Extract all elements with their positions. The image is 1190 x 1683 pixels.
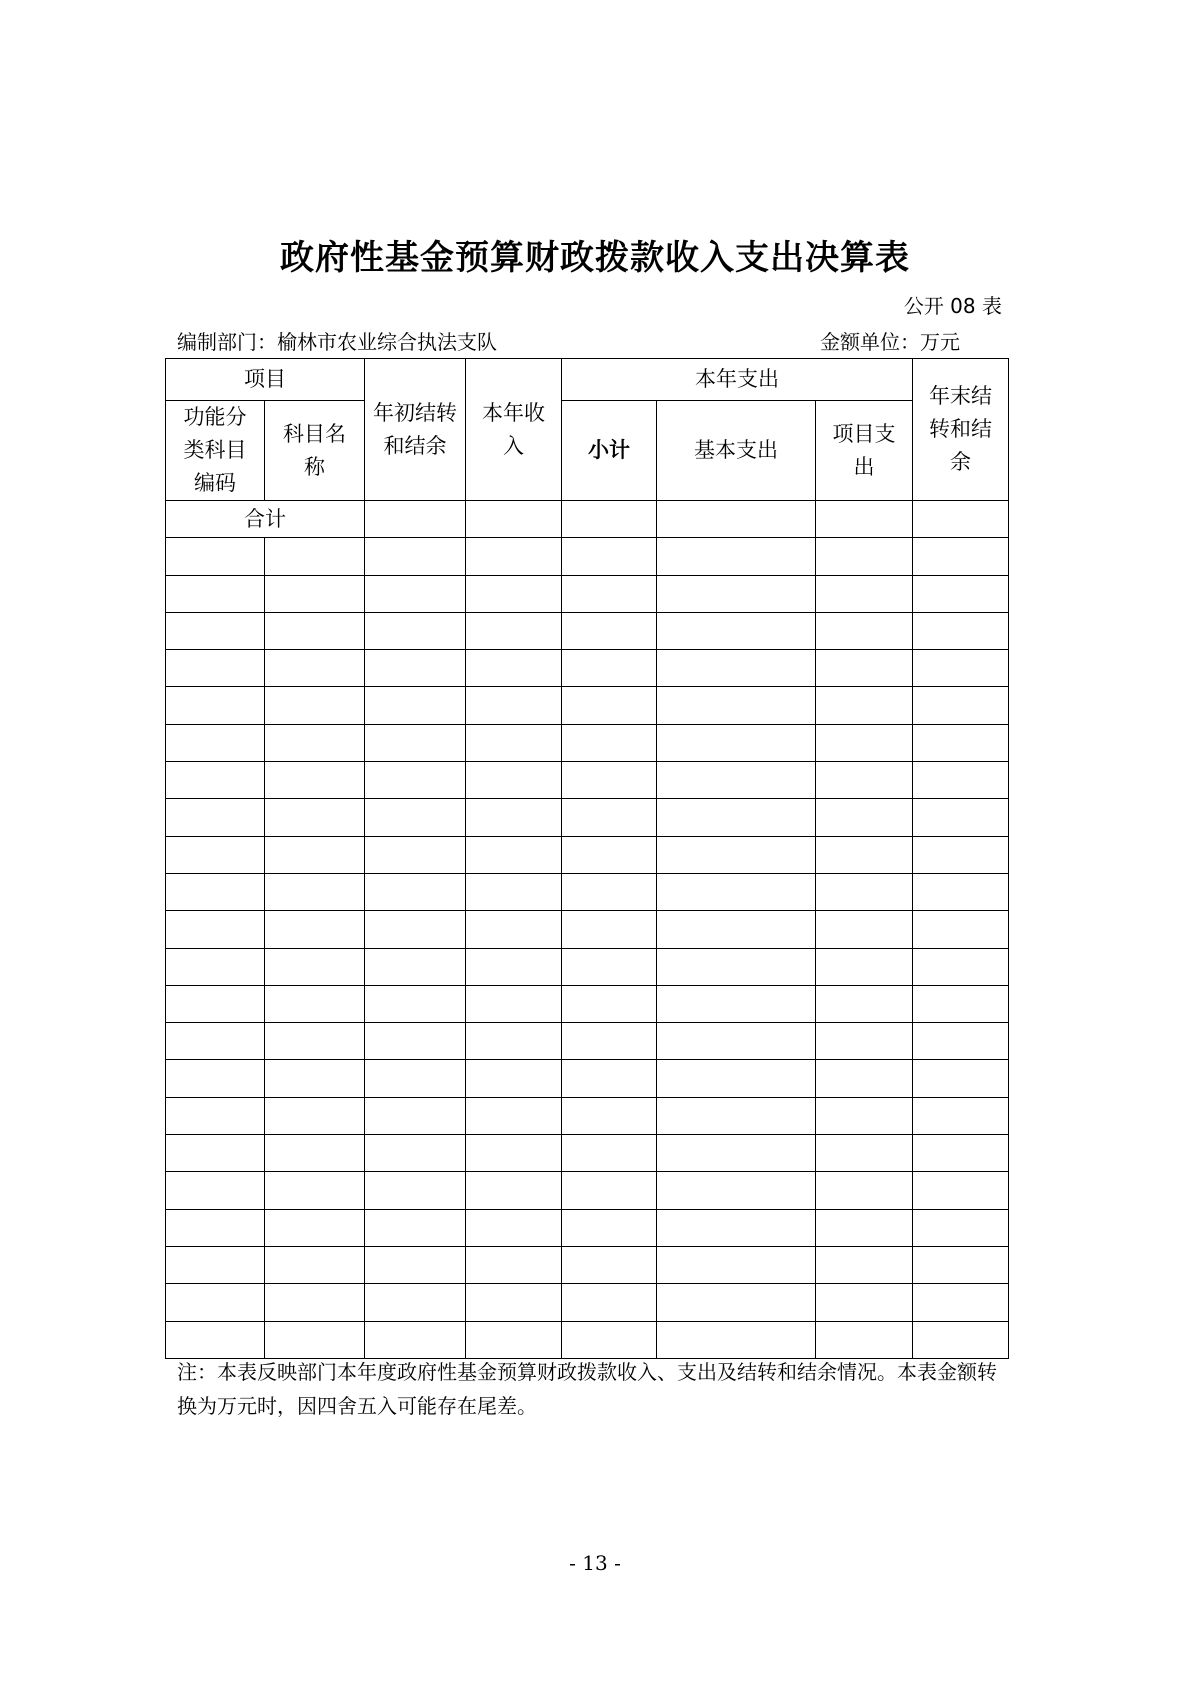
table-cell bbox=[166, 1284, 265, 1321]
table-cell bbox=[913, 911, 1009, 948]
table-cell bbox=[913, 1246, 1009, 1283]
table-cell bbox=[166, 1321, 265, 1358]
table-cell bbox=[265, 948, 365, 985]
table-row bbox=[166, 575, 1009, 612]
table-cell bbox=[816, 724, 913, 761]
table-cell bbox=[365, 1060, 466, 1097]
table-cell bbox=[466, 1060, 562, 1097]
table-cell bbox=[816, 650, 913, 687]
header-project: 项目支出 bbox=[816, 401, 913, 501]
table-cell bbox=[466, 1321, 562, 1358]
table-cell bbox=[166, 985, 265, 1022]
table-cell bbox=[466, 1246, 562, 1283]
table-cell bbox=[562, 911, 657, 948]
table-cell bbox=[913, 985, 1009, 1022]
table-cell bbox=[466, 836, 562, 873]
total-cell bbox=[466, 501, 562, 538]
table-cell bbox=[562, 1321, 657, 1358]
table-cell bbox=[466, 724, 562, 761]
table-cell bbox=[816, 1172, 913, 1209]
table-cell bbox=[265, 799, 365, 836]
table-cell bbox=[365, 1321, 466, 1358]
table-cell bbox=[562, 1097, 657, 1134]
table-cell bbox=[265, 985, 365, 1022]
table-cell bbox=[265, 836, 365, 873]
footnote: 注：本表反映部门本年度政府性基金预算财政拨款收入、支出及结转和结余情况。本表金额转换为万元时，因四舍五入可能存在尾差。 bbox=[177, 1360, 997, 1418]
table-cell bbox=[265, 650, 365, 687]
table-cell bbox=[562, 1023, 657, 1060]
total-cell bbox=[365, 501, 466, 538]
table-cell bbox=[166, 575, 265, 612]
table-cell bbox=[816, 873, 913, 910]
table-cell bbox=[265, 1246, 365, 1283]
table-cell bbox=[657, 575, 816, 612]
table-cell bbox=[365, 575, 466, 612]
table-cell bbox=[657, 1023, 816, 1060]
table-cell bbox=[466, 1023, 562, 1060]
table-cell bbox=[466, 762, 562, 799]
table-cell bbox=[166, 762, 265, 799]
header-basic: 基本支出 bbox=[657, 401, 816, 501]
table-cell bbox=[562, 1284, 657, 1321]
table-cell bbox=[365, 799, 466, 836]
table-cell bbox=[562, 799, 657, 836]
table-cell bbox=[466, 1284, 562, 1321]
header-expense: 本年支出 bbox=[562, 359, 913, 401]
table-cell bbox=[365, 650, 466, 687]
table-cell bbox=[657, 985, 816, 1022]
table-cell bbox=[657, 948, 816, 985]
table-cell bbox=[466, 911, 562, 948]
table-cell bbox=[657, 650, 816, 687]
table-cell bbox=[657, 836, 816, 873]
table-cell bbox=[365, 1284, 466, 1321]
table-cell bbox=[466, 873, 562, 910]
table-cell bbox=[913, 836, 1009, 873]
form-number: 公开 08 表 bbox=[903, 294, 1002, 318]
table-cell bbox=[816, 687, 913, 724]
table-cell bbox=[365, 948, 466, 985]
table-cell bbox=[166, 687, 265, 724]
table-cell bbox=[913, 1060, 1009, 1097]
table-cell bbox=[816, 1023, 913, 1060]
table-cell bbox=[562, 948, 657, 985]
table-cell bbox=[816, 1209, 913, 1246]
table-cell bbox=[913, 687, 1009, 724]
table-cell bbox=[816, 1135, 913, 1172]
table-cell bbox=[657, 1135, 816, 1172]
table-cell bbox=[265, 612, 365, 649]
table-cell bbox=[657, 762, 816, 799]
table-cell bbox=[562, 538, 657, 575]
table-cell bbox=[657, 612, 816, 649]
table-cell bbox=[562, 1060, 657, 1097]
table-cell bbox=[816, 948, 913, 985]
table-cell bbox=[466, 612, 562, 649]
table-cell bbox=[466, 1097, 562, 1134]
table-cell bbox=[166, 612, 265, 649]
table-cell bbox=[365, 985, 466, 1022]
table-cell bbox=[913, 1097, 1009, 1134]
table-cell bbox=[365, 1023, 466, 1060]
table-cell bbox=[265, 911, 365, 948]
table-cell bbox=[816, 1097, 913, 1134]
table-cell bbox=[657, 1284, 816, 1321]
total-label: 合计 bbox=[166, 501, 365, 538]
header-income: 本年收入 bbox=[466, 359, 562, 501]
table-cell bbox=[166, 911, 265, 948]
table-cell bbox=[466, 985, 562, 1022]
table-cell bbox=[562, 650, 657, 687]
table-row bbox=[166, 762, 1009, 799]
table-cell bbox=[166, 1060, 265, 1097]
table-cell bbox=[657, 1060, 816, 1097]
table-row bbox=[166, 687, 1009, 724]
table-cell bbox=[816, 1246, 913, 1283]
table-cell bbox=[365, 724, 466, 761]
table-cell bbox=[265, 1097, 365, 1134]
table-cell bbox=[657, 1246, 816, 1283]
table-cell bbox=[365, 836, 466, 873]
table-cell bbox=[657, 873, 816, 910]
header-name: 科目名称 bbox=[265, 401, 365, 501]
table-cell bbox=[562, 724, 657, 761]
table-cell bbox=[657, 1321, 816, 1358]
table-row bbox=[166, 799, 1009, 836]
table-cell bbox=[365, 612, 466, 649]
table-cell bbox=[166, 873, 265, 910]
table-cell bbox=[657, 1209, 816, 1246]
table-cell bbox=[562, 762, 657, 799]
table-cell bbox=[913, 612, 1009, 649]
table-cell bbox=[816, 1060, 913, 1097]
table-cell bbox=[166, 1246, 265, 1283]
table-cell bbox=[562, 985, 657, 1022]
table-cell bbox=[466, 948, 562, 985]
page-title: 政府性基金预算财政拨款收入支出决算表 bbox=[280, 238, 910, 278]
table-row bbox=[166, 1209, 1009, 1246]
table-row bbox=[166, 948, 1009, 985]
table-cell bbox=[562, 575, 657, 612]
table-cell bbox=[816, 911, 913, 948]
table-cell bbox=[816, 538, 913, 575]
department-label: 编制部门：榆林市农业综合执法支队 bbox=[177, 330, 497, 354]
table-row bbox=[166, 538, 1009, 575]
table-cell bbox=[562, 1172, 657, 1209]
table-cell bbox=[657, 1172, 816, 1209]
table-cell bbox=[265, 762, 365, 799]
table-cell bbox=[466, 650, 562, 687]
table-cell bbox=[166, 836, 265, 873]
table-row bbox=[166, 873, 1009, 910]
table-cell bbox=[913, 1209, 1009, 1246]
header-code: 功能分类科目编码 bbox=[166, 401, 265, 501]
table-cell bbox=[466, 1209, 562, 1246]
table-cell bbox=[913, 799, 1009, 836]
table-row bbox=[166, 1246, 1009, 1283]
table-cell bbox=[265, 1321, 365, 1358]
table-cell bbox=[166, 1209, 265, 1246]
table-cell bbox=[657, 799, 816, 836]
table-row bbox=[166, 724, 1009, 761]
table-cell bbox=[466, 799, 562, 836]
table-cell bbox=[365, 1209, 466, 1246]
table-cell bbox=[365, 1172, 466, 1209]
table-cell bbox=[913, 1284, 1009, 1321]
table-row bbox=[166, 836, 1009, 873]
total-cell bbox=[913, 501, 1009, 538]
table-cell bbox=[466, 1135, 562, 1172]
table-cell bbox=[913, 762, 1009, 799]
table-cell bbox=[657, 911, 816, 948]
table-cell bbox=[365, 762, 466, 799]
table-cell bbox=[816, 612, 913, 649]
table-row bbox=[166, 1135, 1009, 1172]
table-row bbox=[166, 1023, 1009, 1060]
table-cell bbox=[265, 538, 365, 575]
table-cell bbox=[365, 911, 466, 948]
total-cell bbox=[816, 501, 913, 538]
table-cell bbox=[562, 1246, 657, 1283]
table-cell bbox=[265, 1209, 365, 1246]
table-cell bbox=[365, 1135, 466, 1172]
table-cell bbox=[265, 873, 365, 910]
header-subtotal: 小计 bbox=[562, 401, 657, 501]
table-cell bbox=[265, 1172, 365, 1209]
table-row bbox=[166, 1172, 1009, 1209]
table-cell bbox=[166, 538, 265, 575]
table-cell bbox=[562, 873, 657, 910]
table-cell bbox=[166, 1023, 265, 1060]
table-cell bbox=[466, 575, 562, 612]
table-cell bbox=[562, 1209, 657, 1246]
table-cell bbox=[913, 873, 1009, 910]
table-cell bbox=[166, 650, 265, 687]
table-cell bbox=[562, 1135, 657, 1172]
table-cell bbox=[562, 687, 657, 724]
table-row bbox=[166, 612, 1009, 649]
table-cell bbox=[913, 724, 1009, 761]
table-cell bbox=[166, 1135, 265, 1172]
table-cell bbox=[265, 1135, 365, 1172]
table-cell bbox=[816, 762, 913, 799]
table-cell bbox=[816, 799, 913, 836]
table-cell bbox=[365, 1246, 466, 1283]
table-cell bbox=[562, 836, 657, 873]
table-cell bbox=[657, 687, 816, 724]
header-end-balance: 年末结转和结余 bbox=[913, 359, 1009, 501]
table-cell bbox=[365, 538, 466, 575]
header-item: 项目 bbox=[166, 359, 365, 401]
table-cell bbox=[265, 575, 365, 612]
table-cell bbox=[166, 799, 265, 836]
table-row bbox=[166, 1284, 1009, 1321]
table-row bbox=[166, 650, 1009, 687]
table-cell bbox=[913, 1023, 1009, 1060]
table-cell bbox=[365, 687, 466, 724]
table-cell bbox=[657, 724, 816, 761]
table-cell bbox=[816, 836, 913, 873]
budget-table bbox=[165, 358, 1009, 1359]
table-cell bbox=[913, 538, 1009, 575]
table-cell bbox=[265, 724, 365, 761]
table-cell bbox=[913, 650, 1009, 687]
total-cell bbox=[657, 501, 816, 538]
table-cell bbox=[816, 575, 913, 612]
table-cell bbox=[166, 1172, 265, 1209]
table-cell bbox=[365, 873, 466, 910]
table-cell bbox=[466, 687, 562, 724]
table-cell bbox=[466, 1172, 562, 1209]
table-row bbox=[166, 1060, 1009, 1097]
table-row bbox=[166, 911, 1009, 948]
table-cell bbox=[816, 985, 913, 1022]
table-cell bbox=[265, 1023, 365, 1060]
table-cell bbox=[913, 1321, 1009, 1358]
table-cell bbox=[265, 687, 365, 724]
table-cell bbox=[816, 1284, 913, 1321]
total-cell bbox=[562, 501, 657, 538]
table-cell bbox=[562, 612, 657, 649]
unit-label: 金额单位：万元 bbox=[820, 330, 960, 354]
table-cell bbox=[913, 575, 1009, 612]
table-cell bbox=[913, 1135, 1009, 1172]
table-cell bbox=[265, 1284, 365, 1321]
table-cell bbox=[365, 1097, 466, 1134]
table-cell bbox=[166, 1097, 265, 1134]
table-cell bbox=[166, 724, 265, 761]
table-cell bbox=[166, 948, 265, 985]
table-cell bbox=[657, 538, 816, 575]
table-cell bbox=[913, 948, 1009, 985]
table-row bbox=[166, 1097, 1009, 1134]
header-begin-balance: 年初结转和结余 bbox=[365, 359, 466, 501]
table-cell bbox=[466, 538, 562, 575]
table-row bbox=[166, 985, 1009, 1022]
table-cell bbox=[265, 1060, 365, 1097]
total-row bbox=[166, 501, 1009, 538]
table-cell bbox=[657, 1097, 816, 1134]
page-number: - 13 - bbox=[569, 1551, 621, 1575]
table-cell bbox=[913, 1172, 1009, 1209]
table-cell bbox=[816, 1321, 913, 1358]
table-row bbox=[166, 1321, 1009, 1358]
